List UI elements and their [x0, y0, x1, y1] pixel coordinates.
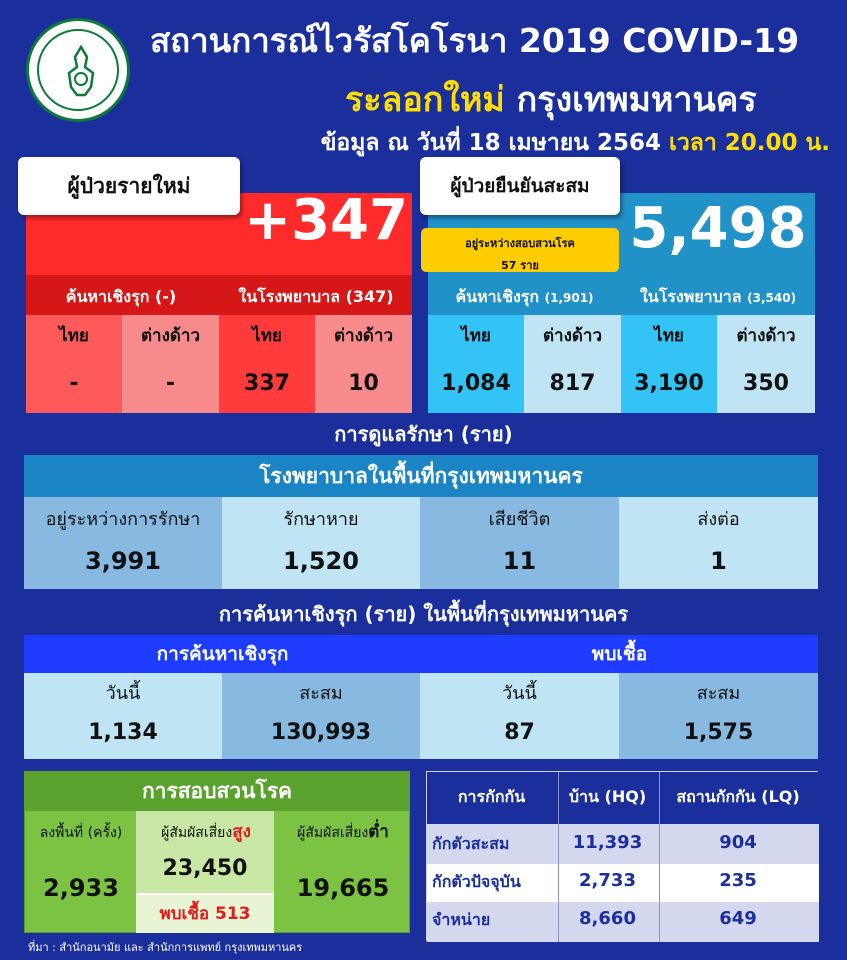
- pending-value: 57 ราย: [501, 259, 539, 272]
- pending-label: อยู่ระหว่างสอบสวนโรค: [465, 237, 575, 250]
- low-risk-value: 19,665: [296, 874, 390, 902]
- cum-hospital-label: ในโรงพยาบาล: [639, 287, 742, 306]
- search-col-1-head: สะสม: [299, 682, 343, 704]
- cum-col-1-value: 817: [549, 370, 596, 396]
- cum-col-2-value: 3,190: [634, 370, 704, 396]
- care-col-0-head: อยู่ระหว่างการรักษา: [45, 508, 201, 530]
- cum-col-0-value: 1,084: [441, 370, 511, 396]
- search-col-2-head: วันนี้: [502, 682, 537, 704]
- pending-box: [421, 228, 619, 272]
- cum-active-search-count: (1,901): [544, 291, 594, 305]
- cum-active-search: [428, 285, 621, 310]
- date-text: ข้อมูล ณ วันที่ 18 เมษายน 2564: [320, 130, 669, 156]
- cum-hospital-count: (3,540): [747, 291, 797, 305]
- search-col-3-value: 1,575: [683, 719, 754, 745]
- care-col-3-head: ส่งต่อ: [697, 508, 740, 530]
- low-risk-heading: [276, 818, 410, 845]
- q-row-1-label: กักตัวปัจจุบัน: [432, 872, 521, 891]
- cum-col-3-head: ต่างด้าว: [736, 325, 796, 346]
- high-risk-heading: [136, 818, 276, 845]
- search-col-0-head: วันนี้: [105, 682, 141, 704]
- q-row-1-lq: 235: [719, 869, 757, 891]
- found-label: พบเชื้อ 513: [159, 903, 251, 924]
- care-col-1-value: 1,520: [283, 547, 359, 575]
- cum-col-0-head: ไทย: [461, 325, 491, 346]
- cum-col-1-head: ต่างด้าว: [542, 325, 603, 346]
- date-line: [270, 125, 830, 161]
- new-col-1-value: -: [165, 370, 176, 396]
- new-col-3-value: 10: [348, 370, 379, 396]
- bangkok-seal-icon: [26, 18, 130, 122]
- hospital-label: ในโรงพยาบาล (347): [238, 287, 394, 306]
- care-col-2-value: 11: [502, 547, 537, 575]
- care-col-2-head: เสียชีวิต: [488, 508, 551, 530]
- search-col-0-value: 1,134: [88, 719, 158, 745]
- source-note: ที่มา : สำนักอนามัย และ สำนักการแพทย์ กรุงเทพมหานคร: [28, 941, 303, 954]
- new-col-0-value: -: [69, 370, 79, 396]
- low-risk-suffix: ต่ำ: [368, 822, 389, 842]
- q-row-1-hq: 2,733: [579, 869, 636, 891]
- subtitle-highlight: ระลอกใหม่: [345, 80, 505, 120]
- cumulative-value: 5,498: [629, 196, 807, 261]
- new-col-3-head: ต่างด้าว: [333, 325, 394, 346]
- search-col-3-head: สะสม: [696, 682, 741, 704]
- cum-col-2-head: ไทย: [654, 325, 684, 346]
- q-row-0-hq: 11,393: [572, 831, 643, 853]
- field-label: ลงพื้นที่ (ครั้ง): [39, 825, 123, 841]
- q-head-1: บ้าน (HQ): [568, 786, 647, 806]
- high-risk-label: ผู้สัมผัสเสี่ยง: [161, 825, 233, 841]
- active-search-label: ค้นหาเชิงรุก (-): [65, 287, 177, 306]
- q-head-2: สถานกักกัน (LQ): [676, 786, 800, 806]
- new-col-1-head: ต่างด้าว: [140, 325, 201, 346]
- q-row-0-label: กักตัวสะสม: [432, 834, 510, 853]
- page-subtitle: [345, 72, 757, 126]
- cum-hospital: [621, 285, 815, 310]
- new-cases-value: +347: [244, 188, 408, 253]
- q-head-0: การกักกัน: [457, 786, 526, 806]
- high-risk-suffix: สูง: [232, 822, 251, 842]
- q-row-2-hq: 8,660: [579, 907, 636, 929]
- q-row-2-lq: 649: [719, 907, 757, 929]
- search-header-right: พบเชื้อ: [591, 643, 648, 665]
- cumulative-label: ผู้ป่วยยืนยันสะสม: [420, 157, 620, 215]
- cum-active-search-label: ค้นหาเชิงรุก: [455, 287, 540, 306]
- field-value: 2,933: [43, 874, 119, 902]
- care-header: โรงพยาบาลในพื้นที่กรุงเทพมหานคร: [24, 455, 818, 497]
- page-title: สถานการณ์ไวรัสโคโรนา 2019 COVID-19: [150, 21, 800, 60]
- new-col-0-head: ไทย: [59, 325, 89, 346]
- q-row-2-label: จำหน่าย: [432, 910, 491, 929]
- care-col-1-head: รักษาหาย: [283, 508, 359, 530]
- care-col-3-value: 1: [710, 547, 727, 575]
- investigation-title: การสอบสวนโรค: [24, 771, 410, 811]
- new-col-2-value: 337: [244, 370, 290, 396]
- subtitle-rest: กรุงเทพมหานคร: [504, 80, 757, 120]
- time-text: เวลา 20.00 น.: [668, 130, 830, 156]
- q-row-0-lq: 904: [719, 831, 757, 853]
- search-header-left: การค้นหาเชิงรุก: [156, 643, 289, 665]
- high-risk-value: 23,450: [162, 855, 248, 881]
- new-cases-label: ผู้ป่วยรายใหม่: [18, 157, 240, 215]
- care-col-0-value: 3,991: [85, 547, 161, 575]
- search-col-1-value: 130,993: [270, 719, 372, 745]
- search-section-title: การค้นหาเชิงรุก (ราย) ในพื้นที่กรุงเทพมหานคร: [218, 602, 629, 626]
- low-risk-label: ผู้สัมผัสเสี่ยง: [297, 825, 369, 841]
- new-col-2-head: ไทย: [252, 325, 282, 346]
- care-section-title: การดูแลรักษา (ราย): [334, 422, 513, 446]
- search-col-2-value: 87: [504, 719, 535, 745]
- cum-col-3-value: 350: [743, 370, 789, 396]
